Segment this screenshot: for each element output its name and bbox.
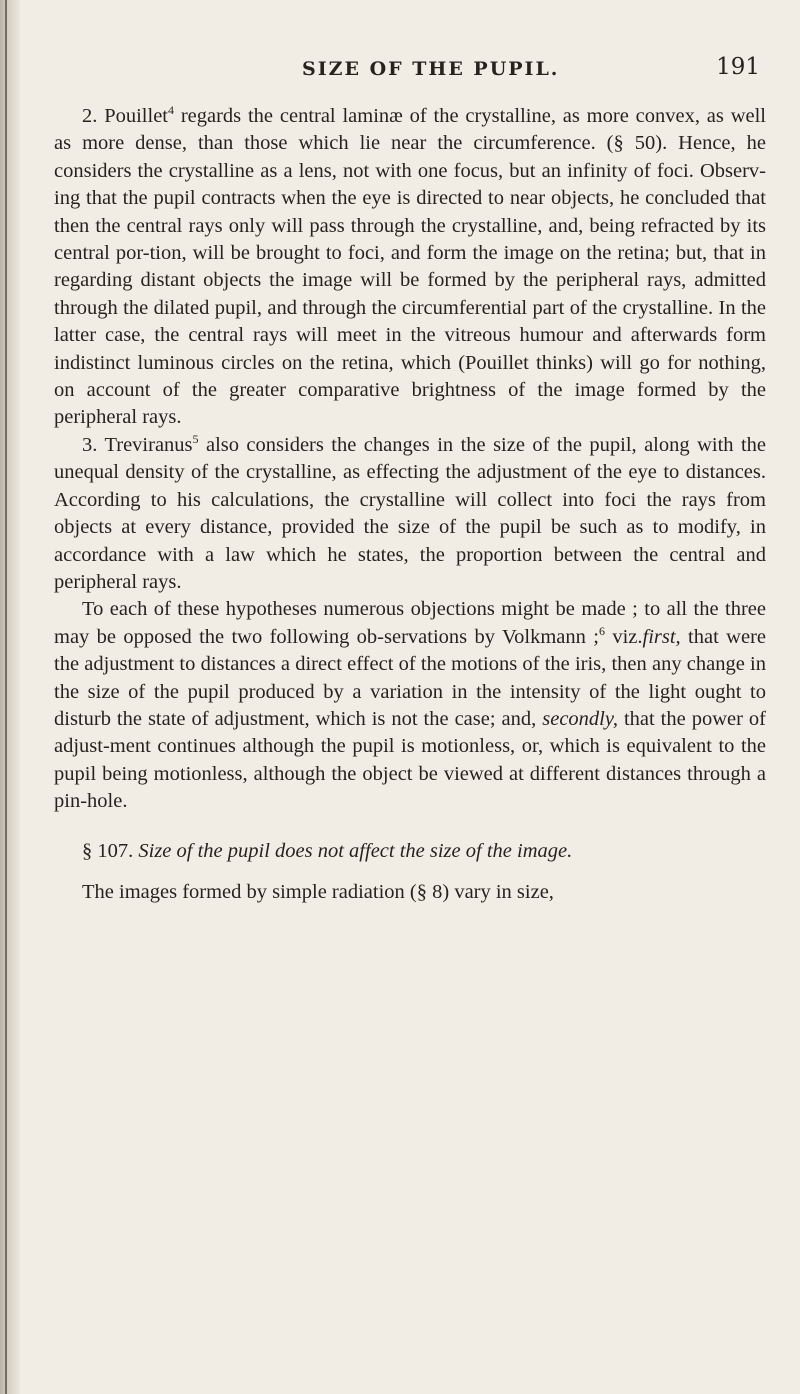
paragraph-lead: To each of these hypotheses numerous objections might be made ; to all the three may be opposed the two following ob-servations by Volkmann ; — [54, 598, 766, 648]
emphasis-first: first, — [642, 625, 681, 648]
paragraph-objections — [54, 596, 766, 815]
footnote-ref[interactable]: 6 — [598, 623, 605, 638]
section-heading — [54, 838, 766, 865]
page-number: 191 — [716, 54, 760, 80]
paragraph-text: that were the adjustment to distances a direct effect of the motions of the iris, then any change in the size of the pupil produced by a variation in the intensity of the light ought to disturb the state of adjustment, which is not the case; and, — [54, 625, 766, 730]
paragraph-lead: 3. Treviranus — [82, 433, 193, 456]
paragraph-text: regards the central laminæ of the crystalline, as more convex, as well as more dense, than those which lie near the circumference. (§ 50). Hence, he considers the crystalline as a lens, not with one focus, but an infinity of foci. Observ-ing that the pupil contracts when the eye is directed to near objects, he concluded that then the central rays only will pass through the crystalline, and, being refracted by its central por-tion, will be brought to foci, and form the image on the retina; but, that in regarding distant objects the image will be formed by the peripheral rays, admitted through the dilated pupil, and through the circumferential part of the crystalline. In the latter case, the central rays will meet in the vitreous humour and afterwards form indistinct luminous circles on the retina, which (Pouillet thinks) will go for nothing, on account of the greater comparative brightness of the image formed by the peripheral rays. — [54, 105, 766, 429]
paragraph-pouillet — [54, 103, 766, 432]
book-page — [54, 0, 766, 1394]
paragraph-lead: 2. Pouillet — [82, 105, 168, 127]
body-text — [54, 103, 766, 906]
paragraph-text: also considers the changes in the size of the pupil, along with the unequal density of the crystalline, as effecting the adjustment of the eye to distances. According to his calculations, the crystalline will collect into foci the rays from objects at every distance, provided the size of the pupil be such as to modify, in accordance with a law which he states, the proportion between the central and peripheral rays. — [54, 433, 766, 593]
paragraph-images: The images formed by simple radiation (§ 8) vary in size, — [82, 880, 554, 903]
gutter-rule — [5, 0, 7, 1394]
paragraph-text: that the power of adjust-ment continues although the pupil is motionless, or, which is equivalent to the pupil being motionless, although the object be viewed at different distances through a pin-hole. — [54, 707, 766, 813]
section-title: Size of the pupil does not affect the size of the image. — [138, 839, 573, 862]
paragraph-treviranus — [54, 432, 766, 596]
book-gutter-shadow — [0, 0, 20, 1394]
paragraph-text: viz. — [604, 625, 643, 648]
emphasis-secondly: secondly, — [542, 707, 618, 730]
running-head — [54, 54, 766, 88]
section-number: § 107. — [82, 839, 134, 862]
footnote-ref[interactable]: 4 — [168, 103, 174, 118]
footnote-ref[interactable]: 5 — [192, 432, 199, 447]
running-title: SIZE OF THE PUPIL. — [302, 58, 560, 80]
